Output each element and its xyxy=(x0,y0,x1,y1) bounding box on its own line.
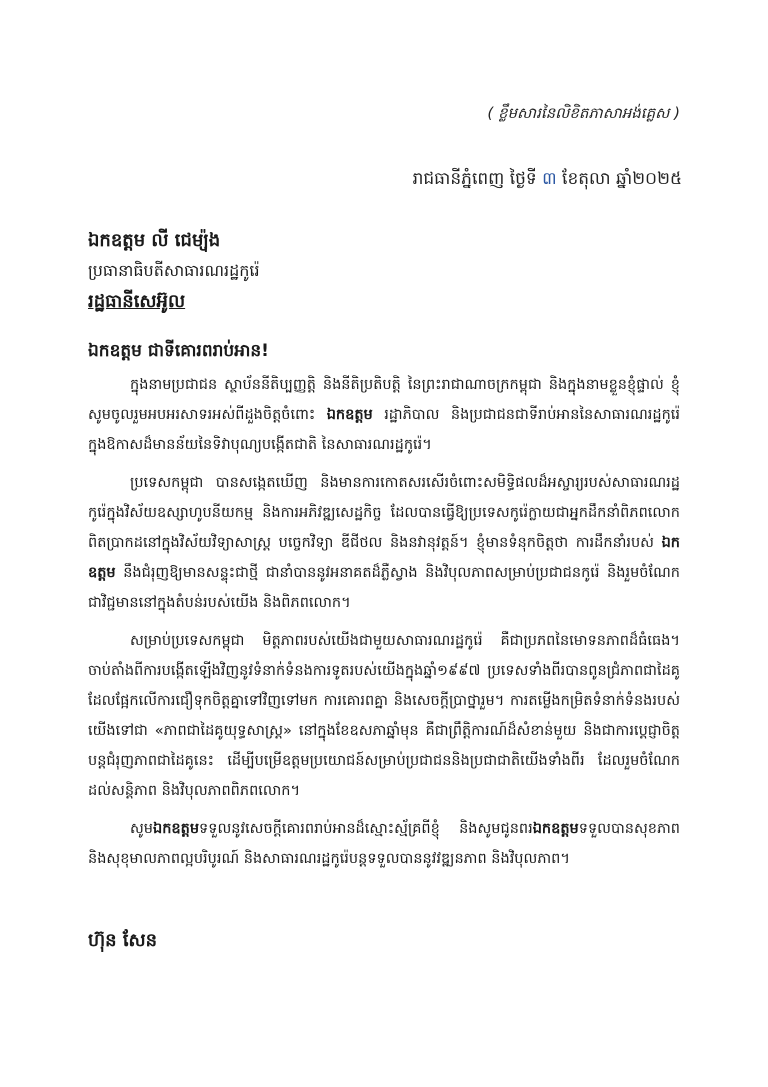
letter-body xyxy=(88,370,680,882)
p1-text-a: ក្នុងនាមប្រជាជន ស្ថាប័ននីតិប្បញ្ញត្តិ និងនីតិប្រតិបត្តិ នៃព្រះរាជាណាចក្រកម្ពុជា និងក្នុងនាមខ្លួនខ្ញុំផ្ទាល់ ខ្ញុំសូមចូលរួមអបអរសាទរអស់ពីដួងចិត្តចំពោះ xyxy=(88,377,680,423)
recipient-block xyxy=(88,226,688,318)
dateline-suffix: ខែតុលា ឆ្នាំ២០២៥ xyxy=(556,169,682,189)
p1-text-c: រដ្ឋាភិបាល និងប្រជាជនជាទីរាប់អាននៃសាធារណរដ្ឋកូរ៉េ ក្នុងឱកាសដ៏មានន័យនៃទិវាបុណ្យបង្កើតជាតិ នៃសាធារណរដ្ឋកូរ៉េ។ xyxy=(88,407,680,453)
p2-honorific: ឯកឧត្តម xyxy=(88,535,680,581)
recipient-name: ឯកឧត្តម លី ជេម្យ៉ុង xyxy=(88,230,221,251)
p1-honorific: ឯកឧត្តម xyxy=(326,407,373,423)
p4-text-a: សូម xyxy=(130,821,154,837)
dateline-day: ៣ xyxy=(542,169,557,189)
paragraph-2 xyxy=(88,468,680,618)
p4-honorific-2: ឯកឧត្តម xyxy=(532,821,579,837)
dateline-prefix: រាជធានីភ្នំពេញ ថ្ងៃទី xyxy=(412,169,543,189)
p4-text-c: ទទួលនូវសេចក្តីគោរពរាប់អានដ៏ស្មោះស្ម័គ្រពីខ្ញុំ និងសូមជូនពរ xyxy=(199,821,533,837)
dateline xyxy=(413,168,682,193)
paragraph-4 xyxy=(88,814,680,874)
translation-note: ( ខ្លឹមសារនៃលិខិតភាសាអង់គ្លេស ) xyxy=(487,104,680,122)
paragraph-3 xyxy=(88,626,680,806)
p2-text-a: ប្រទេសកម្ពុជា បានសង្កេតឃើញ និងមានការកោតសរសើរចំពោះសមិទ្ធិផលដ៏អស្ចារ្យរបស់សាធារណរដ្ឋកូរ៉េក្នុងវិស័យឧស្សាហូបនីយកម្ម និងការអភិវឌ្ឍសេដ្ឋកិច្ច ដែលបានធ្វើឱ្យប្រទេសកូរ៉េក្លាយជាអ្នកដឹកនាំពិភពលោកពិតប្រាកដនៅក្នុងវិស័យវិទ្យាសាស្ត្រ បច្ចេកវិទ្យា ឌីជីថល និងនវានុវត្តន៍។ ខ្ញុំមានទំនុកចិត្តថា ការដឹកនាំរបស់ xyxy=(88,475,680,551)
recipient-city: រដ្ឋធានីសេអ៊ូល xyxy=(88,291,186,312)
recipient-title: ប្រធានាធិបតីសាធារណរដ្ឋកូរ៉េ xyxy=(88,261,260,280)
salutation: ឯកឧត្តម ជាទីគោរពរាប់អាន! xyxy=(88,341,269,361)
signature-name: ហ៊ុន សែន xyxy=(88,930,158,951)
p3-text-a: សម្រាប់ប្រទេសកម្ពុជា មិត្តភាពរបស់យើងជាមួយសាធារណរដ្ឋកូរ៉េ គឺជាប្រភពនៃមោទនភាពដ៏ធំធេង។ ចាប់តាំងពីការបង្កើតឡើងវិញនូវទំនាក់ទំនងការទូតរបស់យើងក្នុងឆ្នាំ១៩៩៧ ប្រទេសទាំងពីរបានពូនជ្រំភាពជាដៃគូ ដែលផ្អែកលើការជឿទុកចិត្តគ្នាទៅវិញទៅមក ការគោរពគ្នា និងសេចក្តីប្រាថ្នារួម។ ការតម្លើងកម្រិតទំនាក់ទំនងរបស់យើងទៅជា «ភាពជាដៃគូយុទ្ធសាស្ត្រ» នៅក្នុងខែឧសភាឆ្នាំមុន គឺជាព្រឹត្តិការណ៍ដ៏សំខាន់មួយ និងជាការប្តេជ្ញាចិត្តបន្តជំរុញភាពជាដៃគូនេះ ដើម្បីបម្រើឧត្តមប្រយោជន៍សម្រាប់ប្រជាជននិងប្រជាជាតិយើងទាំងពីរ ដែលរួមចំណែកដល់សន្តិភាព និងវិបុលភាពពិភពលោក។ xyxy=(88,633,680,799)
p4-honorific-1: ឯកឧត្តម xyxy=(153,821,200,837)
paragraph-1 xyxy=(88,370,680,460)
p4-text-e: ទទួលបានសុខភាព និងសុខុមាលភាពល្អបរិបូរណ៍ និងសាធារណរដ្ឋកូរ៉េបន្តទទួលបាននូវវឌ្ឍនភាព និងវិបុលភាព។ xyxy=(88,821,680,867)
p2-text-c: នឹងជំរុញឱ្យមានសន្ទុះជាថ្មី ជានាំបាននូវអនាគតដ៏ភ្លឺស្វាង និងវិបុលភាពសម្រាប់ប្រជាជនកូរ៉េ និងរួមចំណែកជាវិជ្ជមាននៅក្នុងតំបន់របស់យើង និងពិភពលោក។ xyxy=(88,565,680,611)
